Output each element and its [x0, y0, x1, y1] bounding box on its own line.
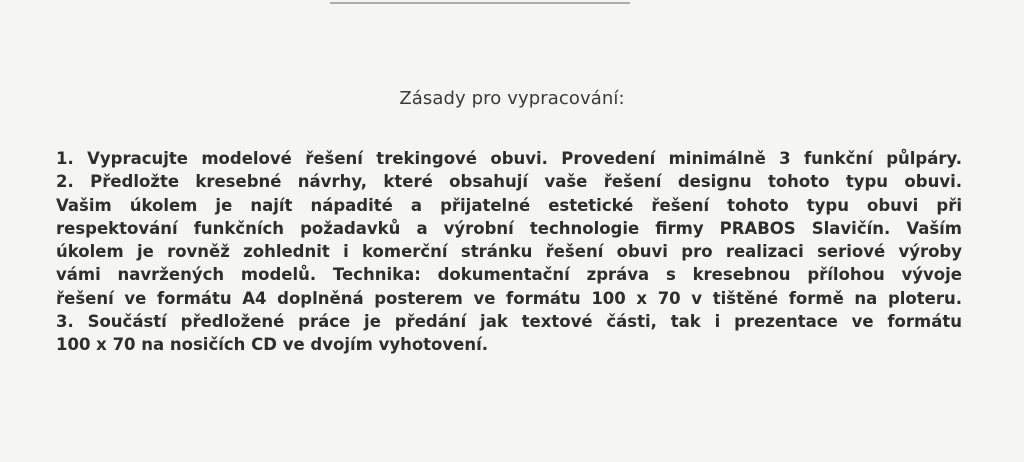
instructions-paragraph [56, 147, 962, 357]
section-heading: Zásady pro vypracování: [399, 88, 625, 109]
text-line: 1. Vypracujte modelové řešení trekingové obuvi. Provedení minimálně 3 funkční půlpáry. [56, 149, 962, 168]
text-line: vámi navržených modelů. Technika: dokumentační zpráva s kresebnou přílohou vývoje [56, 265, 962, 285]
text-line: 100 x 70 na nosičích CD ve dvojím vyhotovení. [56, 335, 488, 355]
cut-off-text-line [330, 0, 630, 4]
text-line: respektování funkčních požadavků a výrobní technologie firmy PRABOS Slavičín. Vaším [56, 218, 962, 238]
text-line: 3. Součástí předložené práce je předání jak textové části, tak i prezentace ve formátu [56, 312, 962, 332]
text-line: 2. Předložte kresebné návrhy, které obsahují vaše řešení designu tohoto typu obuvi. [56, 172, 962, 192]
text-line: úkolem je rovněž zohlednit i komerční stránku řešení obuvi pro realizaci seriové výroby [56, 242, 962, 262]
text-line: Vašim úkolem je najít nápadité a přijatelné estetické řešení tohoto typu obuvi při [56, 195, 962, 215]
text-line: řešení ve formátu A4 doplněná posterem ve formátu 100 x 70 v tištěné formě na ploteru. [56, 288, 962, 308]
